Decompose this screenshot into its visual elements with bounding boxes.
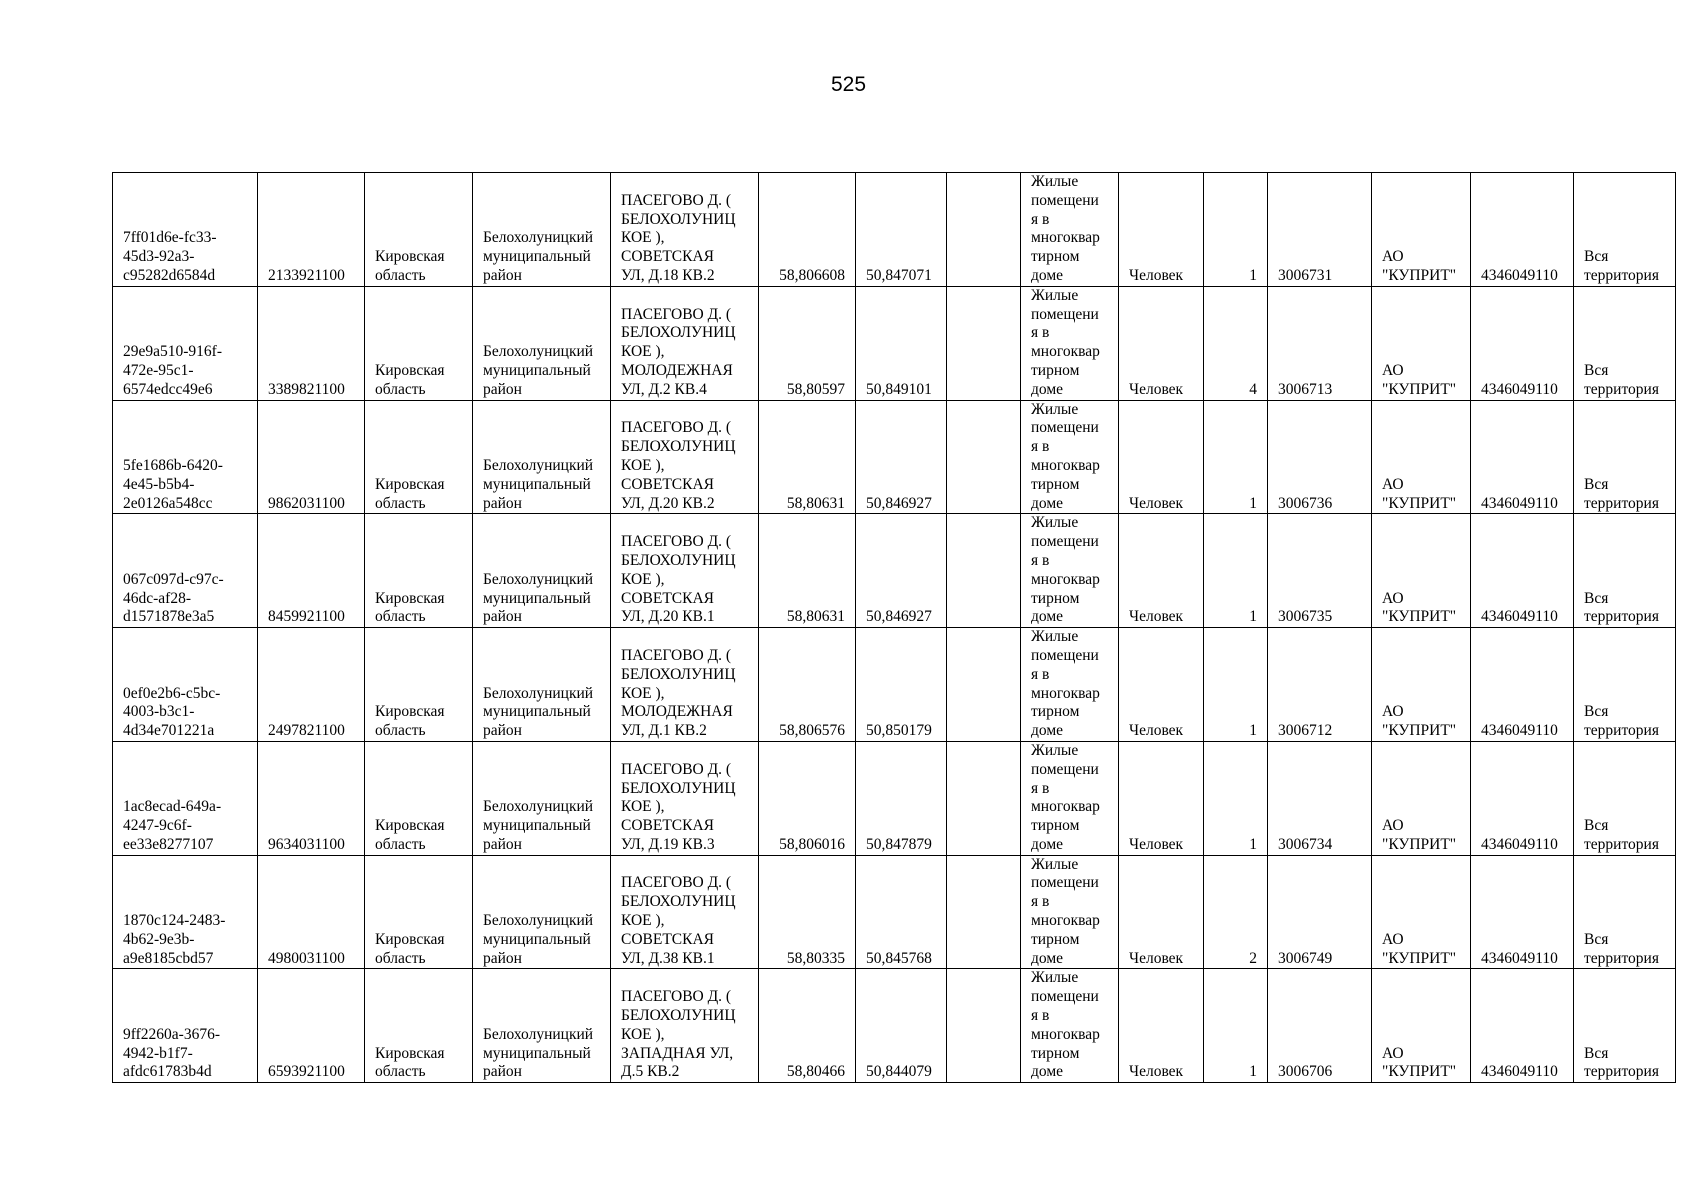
cell-district: Белохолуницкий муниципальный район bbox=[473, 969, 611, 1083]
table-row bbox=[113, 741, 1676, 855]
cell-address: ПАСЕГОВО Д. ( БЕЛОХОЛУНИЦ КОЕ ), МОЛОДЕЖНАЯ УЛ, Д.2 КВ.4 bbox=[611, 286, 759, 400]
table-row bbox=[113, 173, 1676, 287]
cell-id: 0ef0e2b6-c5bc- 4003-b3c1- 4d34e701221a bbox=[113, 628, 258, 742]
cell-empty bbox=[947, 855, 1021, 969]
cell-district: Белохолуницкий муниципальный район bbox=[473, 855, 611, 969]
cell-id: 1ac8ecad-649a- 4247-9c6f- ee33e8277107 bbox=[113, 741, 258, 855]
cell-premises-type: Жилые помещени я в многоквар тирном доме bbox=[1021, 400, 1119, 514]
cell-unit: Человек bbox=[1119, 969, 1204, 1083]
cell-inn: 4346049110 bbox=[1471, 400, 1574, 514]
cell-premises-type: Жилые помещени я в многоквар тирном доме bbox=[1021, 855, 1119, 969]
cell-empty bbox=[947, 969, 1021, 1083]
cell-premises-type: Жилые помещени я в многоквар тирном доме bbox=[1021, 286, 1119, 400]
cell-address: ПАСЕГОВО Д. ( БЕЛОХОЛУНИЦ КОЕ ), МОЛОДЕЖНАЯ УЛ, Д.1 КВ.2 bbox=[611, 628, 759, 742]
cell-code: 2497821100 bbox=[258, 628, 365, 742]
cell-longitude: 50,847071 bbox=[856, 173, 947, 287]
cell-quantity: 4 bbox=[1204, 286, 1268, 400]
table-row bbox=[113, 855, 1676, 969]
cell-code: 8459921100 bbox=[258, 514, 365, 628]
cell-territory: Вся территория bbox=[1574, 741, 1676, 855]
cell-id: 29e9a510-916f- 472e-95c1- 6574edcc49e6 bbox=[113, 286, 258, 400]
cell-quantity: 1 bbox=[1204, 514, 1268, 628]
cell-unit: Человек bbox=[1119, 741, 1204, 855]
cell-quantity: 1 bbox=[1204, 400, 1268, 514]
cell-district: Белохолуницкий муниципальный район bbox=[473, 173, 611, 287]
cell-organization: АО "КУПРИТ" bbox=[1372, 969, 1471, 1083]
cell-territory: Вся территория bbox=[1574, 286, 1676, 400]
cell-territory: Вся территория bbox=[1574, 855, 1676, 969]
cell-inn: 4346049110 bbox=[1471, 514, 1574, 628]
cell-premises-type: Жилые помещени я в многоквар тирном доме bbox=[1021, 628, 1119, 742]
cell-unit: Человек bbox=[1119, 514, 1204, 628]
cell-code: 9634031100 bbox=[258, 741, 365, 855]
cell-empty bbox=[947, 628, 1021, 742]
cell-quantity: 2 bbox=[1204, 855, 1268, 969]
cell-district: Белохолуницкий муниципальный район bbox=[473, 286, 611, 400]
cell-unit: Человек bbox=[1119, 173, 1204, 287]
cell-territory: Вся территория bbox=[1574, 514, 1676, 628]
cell-longitude: 50,845768 bbox=[856, 855, 947, 969]
cell-quantity: 1 bbox=[1204, 628, 1268, 742]
cell-unit: Человек bbox=[1119, 855, 1204, 969]
cell-district: Белохолуницкий муниципальный район bbox=[473, 741, 611, 855]
cell-code: 9862031100 bbox=[258, 400, 365, 514]
cell-code: 3389821100 bbox=[258, 286, 365, 400]
cell-code: 6593921100 bbox=[258, 969, 365, 1083]
cell-premises-type: Жилые помещени я в многоквар тирном доме bbox=[1021, 969, 1119, 1083]
cell-id: 7ff01d6e-fc33- 45d3-92a3- c95282d6584d bbox=[113, 173, 258, 287]
cell-address: ПАСЕГОВО Д. ( БЕЛОХОЛУНИЦ КОЕ ), ЗАПАДНАЯ УЛ, Д.5 КВ.2 bbox=[611, 969, 759, 1083]
cell-inn: 4346049110 bbox=[1471, 969, 1574, 1083]
cell-id: 9ff2260a-3676- 4942-b1f7- afdc61783b4d bbox=[113, 969, 258, 1083]
cell-account: 3006736 bbox=[1268, 400, 1372, 514]
cell-latitude: 58,80631 bbox=[759, 514, 856, 628]
cell-unit: Человек bbox=[1119, 628, 1204, 742]
cell-id: 1870c124-2483- 4b62-9e3b- a9e8185cbd57 bbox=[113, 855, 258, 969]
cell-latitude: 58,806576 bbox=[759, 628, 856, 742]
cell-account: 3006734 bbox=[1268, 741, 1372, 855]
cell-empty bbox=[947, 514, 1021, 628]
table-row bbox=[113, 514, 1676, 628]
table-row bbox=[113, 286, 1676, 400]
cell-region: Кировская область bbox=[365, 969, 473, 1083]
cell-empty bbox=[947, 173, 1021, 287]
cell-code: 2133921100 bbox=[258, 173, 365, 287]
cell-empty bbox=[947, 741, 1021, 855]
cell-organization: АО "КУПРИТ" bbox=[1372, 400, 1471, 514]
cell-quantity: 1 bbox=[1204, 173, 1268, 287]
cell-organization: АО "КУПРИТ" bbox=[1372, 173, 1471, 287]
cell-region: Кировская область bbox=[365, 514, 473, 628]
cell-region: Кировская область bbox=[365, 855, 473, 969]
cell-account: 3006735 bbox=[1268, 514, 1372, 628]
cell-inn: 4346049110 bbox=[1471, 286, 1574, 400]
cell-inn: 4346049110 bbox=[1471, 628, 1574, 742]
cell-region: Кировская область bbox=[365, 173, 473, 287]
page-number: 525 bbox=[830, 73, 867, 96]
cell-organization: АО "КУПРИТ" bbox=[1372, 855, 1471, 969]
cell-organization: АО "КУПРИТ" bbox=[1372, 628, 1471, 742]
cell-latitude: 58,806608 bbox=[759, 173, 856, 287]
cell-address: ПАСЕГОВО Д. ( БЕЛОХОЛУНИЦ КОЕ ), СОВЕТСКАЯ УЛ, Д.19 КВ.3 bbox=[611, 741, 759, 855]
cell-address: ПАСЕГОВО Д. ( БЕЛОХОЛУНИЦ КОЕ ), СОВЕТСКАЯ УЛ, Д.20 КВ.2 bbox=[611, 400, 759, 514]
cell-longitude: 50,846927 bbox=[856, 514, 947, 628]
cell-address: ПАСЕГОВО Д. ( БЕЛОХОЛУНИЦ КОЕ ), СОВЕТСКАЯ УЛ, Д.20 КВ.1 bbox=[611, 514, 759, 628]
cell-quantity: 1 bbox=[1204, 741, 1268, 855]
cell-premises-type: Жилые помещени я в многоквар тирном доме bbox=[1021, 173, 1119, 287]
cell-territory: Вся территория bbox=[1574, 173, 1676, 287]
cell-account: 3006706 bbox=[1268, 969, 1372, 1083]
table-row bbox=[113, 969, 1676, 1083]
cell-id: 067c097d-c97c- 46dc-af28- d1571878e3a5 bbox=[113, 514, 258, 628]
cell-account: 3006731 bbox=[1268, 173, 1372, 287]
cell-premises-type: Жилые помещени я в многоквар тирном доме bbox=[1021, 741, 1119, 855]
cell-latitude: 58,80631 bbox=[759, 400, 856, 514]
cell-premises-type: Жилые помещени я в многоквар тирном доме bbox=[1021, 514, 1119, 628]
cell-account: 3006713 bbox=[1268, 286, 1372, 400]
cell-territory: Вся территория bbox=[1574, 969, 1676, 1083]
cell-territory: Вся территория bbox=[1574, 628, 1676, 742]
cell-latitude: 58,80466 bbox=[759, 969, 856, 1083]
cell-organization: АО "КУПРИТ" bbox=[1372, 741, 1471, 855]
cell-district: Белохолуницкий муниципальный район bbox=[473, 400, 611, 514]
cell-longitude: 50,849101 bbox=[856, 286, 947, 400]
cell-empty bbox=[947, 286, 1021, 400]
cell-inn: 4346049110 bbox=[1471, 741, 1574, 855]
cell-longitude: 50,846927 bbox=[856, 400, 947, 514]
cell-district: Белохолуницкий муниципальный район bbox=[473, 514, 611, 628]
cell-latitude: 58,80335 bbox=[759, 855, 856, 969]
cell-longitude: 50,850179 bbox=[856, 628, 947, 742]
cell-address: ПАСЕГОВО Д. ( БЕЛОХОЛУНИЦ КОЕ ), СОВЕТСКАЯ УЛ, Д.18 КВ.2 bbox=[611, 173, 759, 287]
cell-region: Кировская область bbox=[365, 741, 473, 855]
cell-latitude: 58,80597 bbox=[759, 286, 856, 400]
cell-territory: Вся территория bbox=[1574, 400, 1676, 514]
table-row bbox=[113, 628, 1676, 742]
cell-latitude: 58,806016 bbox=[759, 741, 856, 855]
registry-table bbox=[112, 172, 1676, 1083]
cell-id: 5fe1686b-6420- 4e45-b5b4- 2e0126a548cc bbox=[113, 400, 258, 514]
cell-organization: АО "КУПРИТ" bbox=[1372, 514, 1471, 628]
cell-empty bbox=[947, 400, 1021, 514]
cell-address: ПАСЕГОВО Д. ( БЕЛОХОЛУНИЦ КОЕ ), СОВЕТСКАЯ УЛ, Д.38 КВ.1 bbox=[611, 855, 759, 969]
cell-inn: 4346049110 bbox=[1471, 173, 1574, 287]
cell-code: 4980031100 bbox=[258, 855, 365, 969]
table-body bbox=[113, 173, 1676, 1083]
cell-region: Кировская область bbox=[365, 400, 473, 514]
cell-longitude: 50,844079 bbox=[856, 969, 947, 1083]
cell-inn: 4346049110 bbox=[1471, 855, 1574, 969]
cell-region: Кировская область bbox=[365, 628, 473, 742]
cell-account: 3006712 bbox=[1268, 628, 1372, 742]
cell-unit: Человек bbox=[1119, 286, 1204, 400]
cell-district: Белохолуницкий муниципальный район bbox=[473, 628, 611, 742]
cell-organization: АО "КУПРИТ" bbox=[1372, 286, 1471, 400]
cell-unit: Человек bbox=[1119, 400, 1204, 514]
table-row bbox=[113, 400, 1676, 514]
cell-account: 3006749 bbox=[1268, 855, 1372, 969]
cell-region: Кировская область bbox=[365, 286, 473, 400]
cell-quantity: 1 bbox=[1204, 969, 1268, 1083]
cell-longitude: 50,847879 bbox=[856, 741, 947, 855]
